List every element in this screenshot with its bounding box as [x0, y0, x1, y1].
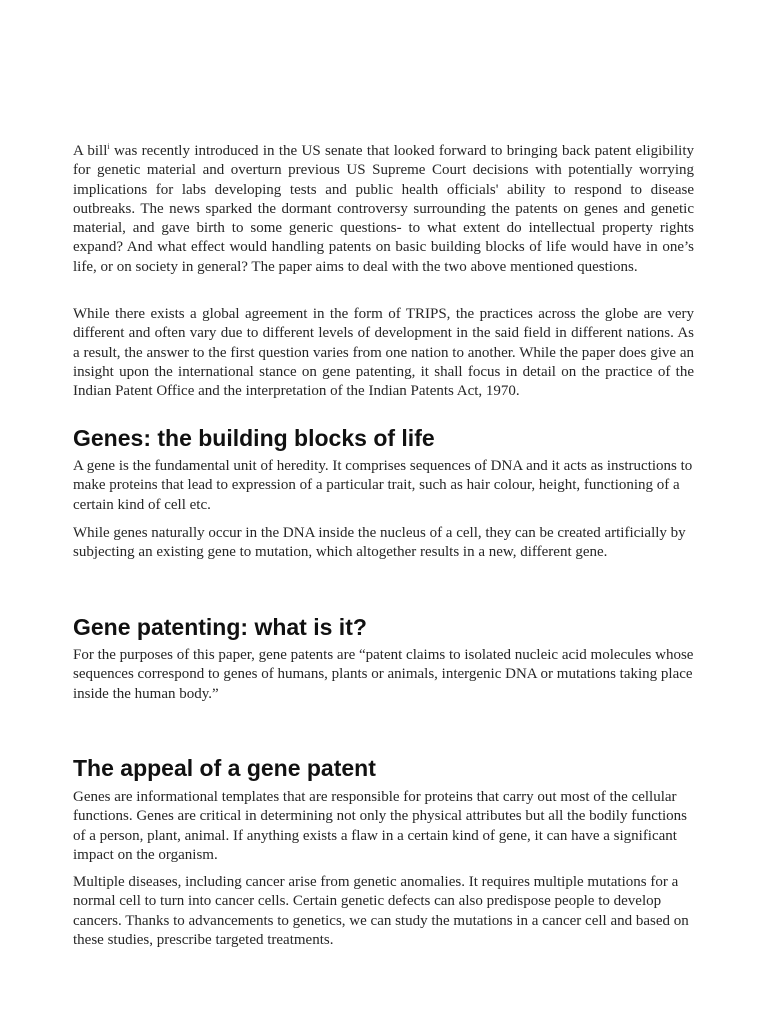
genes-paragraph-1-text: A gene is the fundamental unit of heredity. It comprises sequences of DNA and it acts as instructions to make proteins that lead to expression of a particular trait, such as hair colour, height, functioning of a certain kind of cell etc.	[73, 458, 693, 513]
section-heading-appeal: The appeal of a gene patent	[73, 755, 376, 781]
genes-paragraph-2	[73, 524, 694, 563]
patenting-paragraph-1-text: For the purposes of this paper, gene patents are “patent claims to isolated nucleic acid molecules whose sequences correspond to genes of humans, plants or animals, intergenic DNA or mutations taking place inside the human body.”	[73, 647, 694, 702]
footnote-marker[interactable]: i	[107, 142, 110, 151]
section-heading-genes: Genes: the building blocks of life	[73, 425, 435, 451]
genes-paragraph-1	[73, 457, 694, 515]
appeal-paragraph-2-text: Multiple diseases, including cancer arise from genetic anomalies. It requires multiple mutations for a normal cell to turn into cancer cells. Certain genetic defects can also predispose people to develop cancers. Thanks to advancements to genetics, we can study the mutations in a cancer cell and based on these studies, prescribe targeted treatments.	[73, 874, 689, 948]
patenting-paragraph-1	[73, 646, 694, 704]
appeal-paragraph-1	[73, 788, 694, 865]
appeal-paragraph-2	[73, 873, 694, 950]
intro-paragraph-1-text	[73, 142, 694, 277]
intro-paragraph-1-rest: was recently introduced in the US senate that looked forward to bringing back patent eligibility for genetic material and overturn previous US Supreme Court decisions with potentially worrying implications for labs developing tests and public health officials' ability to respond to disease outbreaks. The news sparked the dormant controversy surrounding the patents on genes and genetic material, and gave birth to some generic questions- to what extent do intellectual property rights expand? And what effect would handling patents on basic building blocks of life would have in one’s life, or on society in general? The paper aims to deal with the two above mentioned questions.	[73, 143, 694, 275]
section-heading-gene-patenting: Gene patenting: what is it?	[73, 614, 367, 640]
genes-paragraph-2-text: While genes naturally occur in the DNA inside the nucleus of a cell, they can be created artificially by subjecting an existing gene to mutation, which altogether results in a new, different gene.	[73, 525, 686, 561]
appeal-paragraph-1-text: Genes are informational templates that are responsible for proteins that carry out most of the cellular functions. Genes are critical in determining not only the physical attributes but all the bodily functions of a person, plant, animal. If anything exists a flaw in a certain kind of gene, it can have a significant impact on the organism.	[73, 789, 688, 863]
intro-paragraph-2-text: While there exists a global agreement in the form of TRIPS, the practices across the globe are very different and often vary due to different levels of development in the said field in different nations. As a result, the answer to the first question varies from one nation to another. While the paper does give an insight upon the international stance on gene patenting, it shall focus in detail on the practice of the Indian Patent Office and the interpretation of the Indian Patents Act, 1970.	[73, 306, 694, 400]
intro-paragraph-1	[73, 142, 694, 277]
intro-paragraph-2	[73, 305, 694, 401]
intro-paragraph-1-start: A bill	[73, 143, 108, 159]
